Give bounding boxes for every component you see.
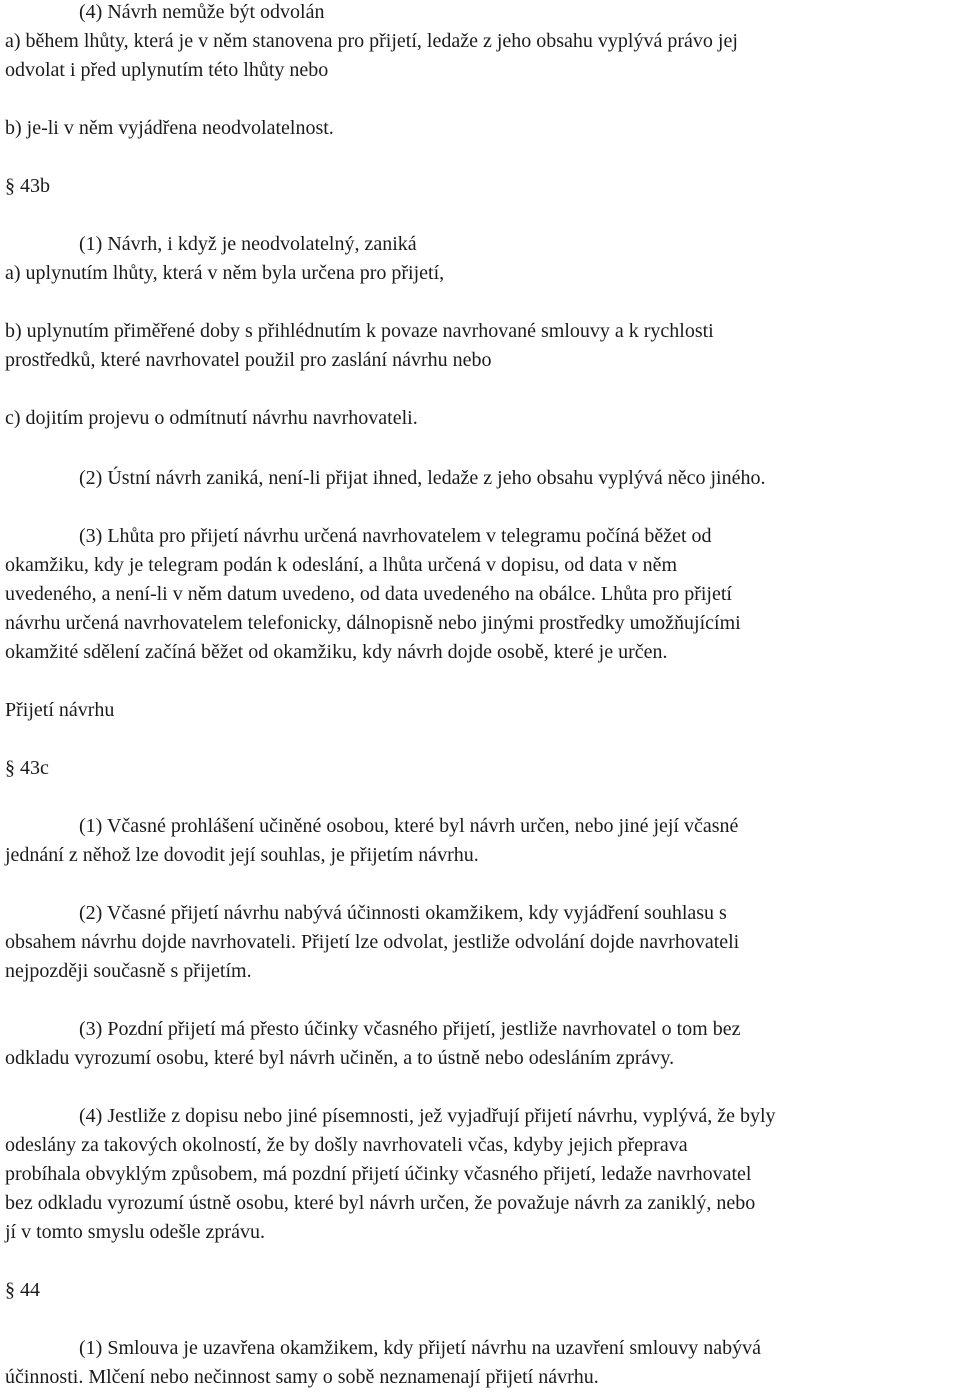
text-line: (1) Smlouva je uzavřena okamžikem, kdy přijetí návrhu na uzavření smlouvy nabývá (79, 1337, 762, 1359)
text-line: probíhala obvyklým způsobem, má pozdní přijetí účinky včasného přijetí, ledaže navrhovatel (5, 1163, 752, 1185)
section-title: Přijetí návrhu (5, 699, 115, 721)
text-line: obsahem návrhu dojde navrhovateli. Přijetí lze odvolat, jestliže odvolání dojde navrhovateli (5, 931, 740, 953)
text-line: prostředků, které navrhovatel použil pro zaslání návrhu nebo (5, 349, 492, 371)
text-line: nejpozději současně s přijetím. (5, 960, 252, 982)
text-line: odkladu vyrozumí osobu, které byl návrh učiněn, a to ústně nebo odesláním zprávy. (5, 1047, 675, 1069)
text-line: uvedeného, a není-li v něm datum uvedeno, od data uvedeného na obálce. Lhůta pro přijetí (5, 583, 732, 605)
text-line: okamžité sdělení začíná běžet od okamžiku, kdy návrh dojde osobě, které je určen. (5, 641, 668, 663)
text-line: odvolat i před uplynutím této lhůty nebo (5, 59, 329, 81)
section-heading: § 43b (5, 175, 50, 197)
text-line: b) je-li v něm vyjádřena neodvolatelnost. (5, 117, 334, 139)
text-line: (2) Ústní návrh zaniká, není-li přijat ihned, ledaže z jeho obsahu vyplývá něco jiného. (79, 467, 766, 489)
section-heading: § 44 (5, 1279, 40, 1301)
text-line: (4) Návrh nemůže být odvolán (79, 1, 325, 23)
text-line: (2) Včasné přijetí návrhu nabývá účinnosti okamžikem, kdy vyjádření souhlasu s (79, 902, 727, 924)
text-line: a) uplynutím lhůty, která v něm byla určena pro přijetí, (5, 262, 445, 284)
text-line: b) uplynutím přiměřené doby s přihlédnutím k povaze navrhované smlouvy a k rychlosti (5, 320, 714, 342)
text-line: (1) Návrh, i když je neodvolatelný, zaniká (79, 233, 417, 255)
text-line: okamžiku, kdy je telegram podán k odeslání, a lhůta určená v dopisu, od data v něm (5, 554, 678, 576)
text-line: jí v tomto smyslu odešle zprávu. (5, 1221, 265, 1243)
text-line: (1) Včasné prohlášení učiněné osobou, které byl návrh určen, nebo jiné její včasné (79, 815, 739, 837)
text-line: účinnosti. Mlčení nebo nečinnost samy o sobě neznamenají přijetí návrhu. (5, 1366, 599, 1388)
text-line: návrhu určená navrhovatelem telefonicky, dálnopisně nebo jinými prostředky umožňujícími (5, 612, 741, 634)
text-line: odeslány za takových okolností, že by došly navrhovateli včas, kdyby jejich přeprava (5, 1134, 688, 1156)
section-heading: § 43c (5, 757, 49, 779)
text-line: (4) Jestliže z dopisu nebo jiné písemnosti, jež vyjadřují přijetí návrhu, vyplývá, že byly (79, 1105, 776, 1127)
text-line: bez odkladu vyrozumí ústně osobu, které byl návrh určen, že považuje návrh za zaniklý, nebo (5, 1192, 756, 1214)
text-line: a) během lhůty, která je v něm stanovena pro přijetí, ledaže z jeho obsahu vyplývá právo jej (5, 30, 738, 52)
text-line: c) dojitím projevu o odmítnutí návrhu navrhovateli. (5, 407, 418, 429)
text-line: jednání z něhož lze dovodit její souhlas, je přijetím návrhu. (5, 844, 479, 866)
text-line: (3) Lhůta pro přijetí návrhu určená navrhovatelem v telegramu počíná běžet od (79, 525, 712, 547)
text-line: (3) Pozdní přijetí má přesto účinky včasného přijetí, jestliže navrhovatel o tom bez (79, 1018, 741, 1040)
